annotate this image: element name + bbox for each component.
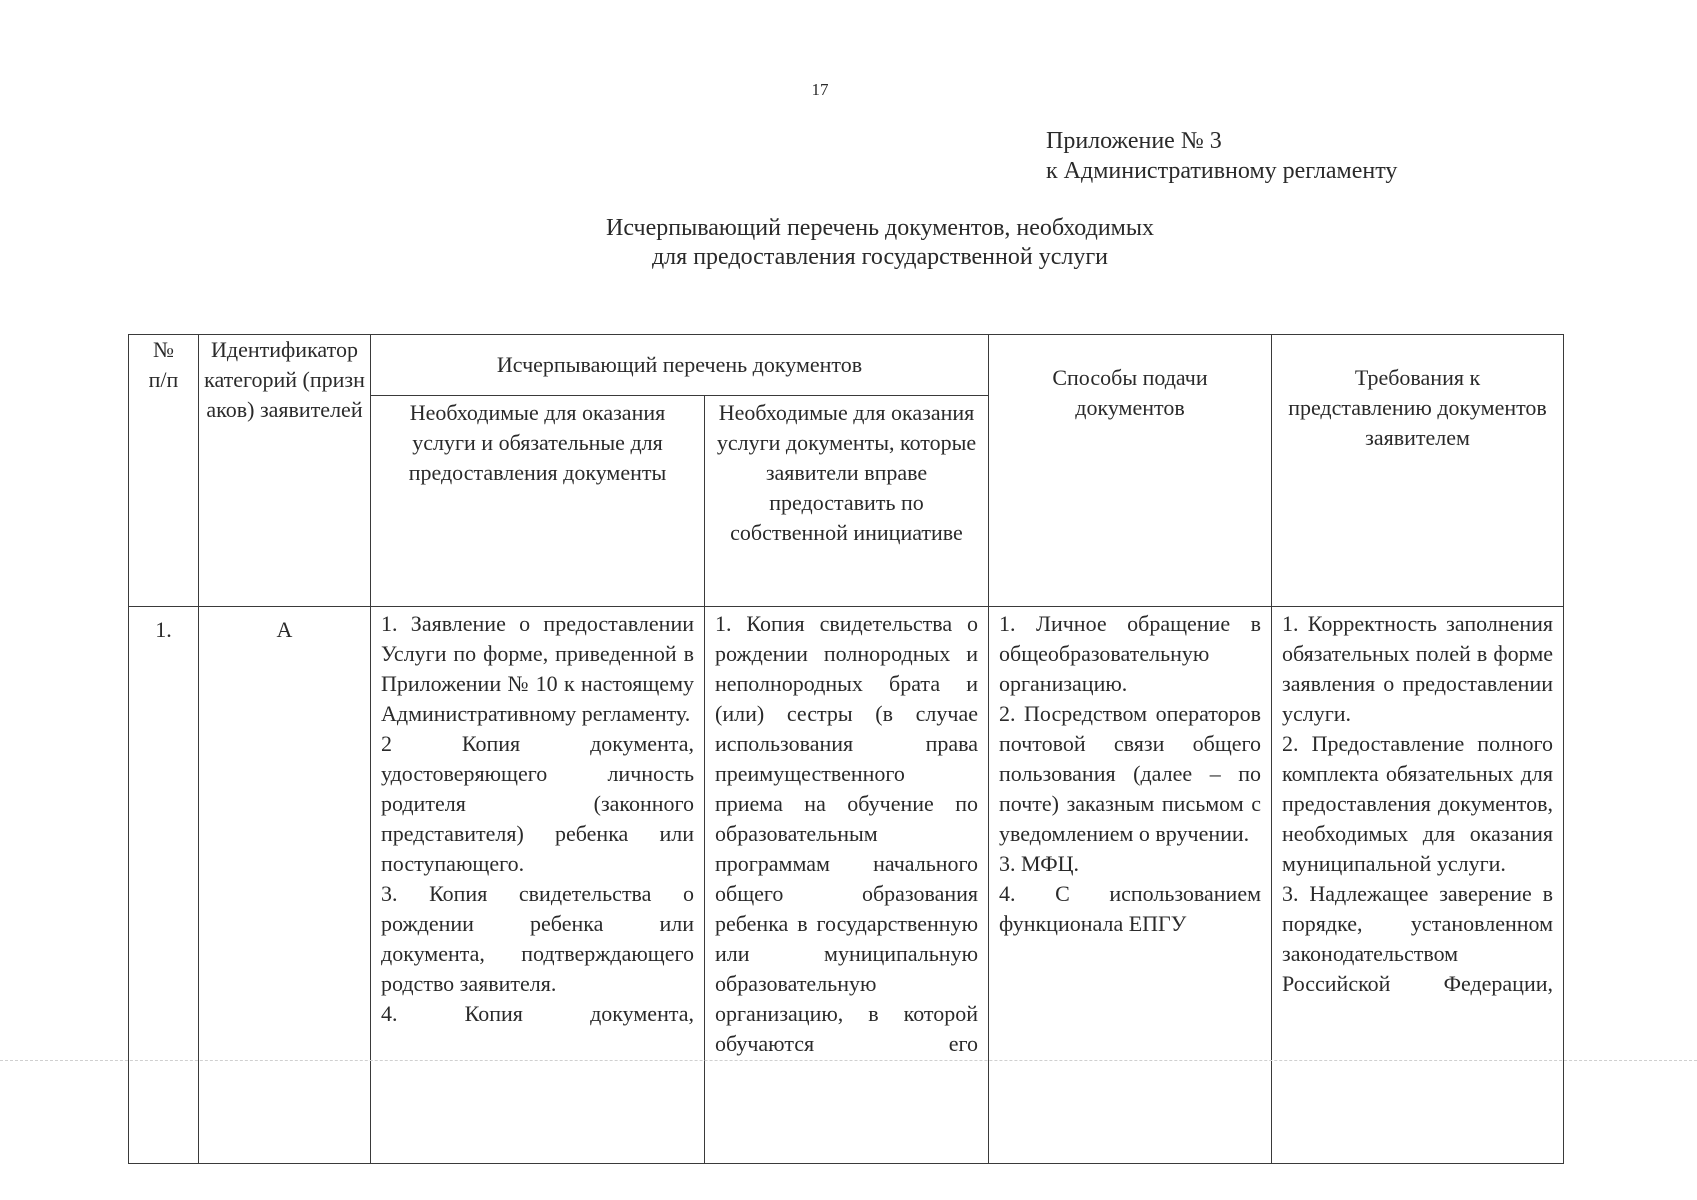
row-requirements: [1272, 607, 1564, 1164]
header-documents-group: Исчерпывающий перечень документов: [371, 335, 989, 396]
header-submission-methods: Способы подачи документов: [989, 335, 1272, 607]
row-identifier: А: [199, 607, 371, 1164]
list-item: 1. Корректность заполнения обязательных полей в форме заявления о предоставлении услуги.: [1282, 611, 1554, 726]
appendix-line-2: к Административному регламенту: [1046, 158, 1398, 184]
row-optional-documents: [705, 607, 989, 1164]
document-title: [330, 214, 1430, 272]
row-number: 1.: [129, 607, 199, 1164]
header-number: [129, 335, 199, 607]
document-title-line-1: Исчерпывающий перечень документов, необходимых: [606, 215, 1154, 241]
list-item: 4. Копия документа,: [381, 1001, 694, 1026]
page-number: 17: [811, 80, 829, 99]
header-required-documents: Необходимые для оказания услуги и обязательные для предоставления документы: [371, 396, 705, 607]
appendix-note: [1046, 126, 1397, 186]
list-item: 3. Копия свидетельства о рождении ребенка или документа, подтверждающего родство заявителя.: [381, 881, 694, 996]
list-item: 4. С использованием функционала ЕПГУ: [999, 881, 1262, 936]
table-row: [129, 607, 1564, 1164]
list-item: 1. Заявление о предоставлении Услуги по форме, приведенной в Приложении № 10 к настоящему Административному регламенту.: [381, 611, 694, 726]
list-item: 1. Копия свидетельства о рождении полнородных и неполнородных брата и (или) сестры (в случае использования права преимущественного приема на обучение по образовательным программам начального общего образования ребенка в государственную или муниципальную образовательную организацию, в которой обучаются его: [715, 611, 979, 1056]
header-optional-documents: Необходимые для оказания услуги документы, которые заявители вправе предоставить по собственной инициативе: [705, 396, 989, 607]
header-requirements: Требования к представлению документов заявителем: [1272, 335, 1564, 607]
row-submission-methods: [989, 607, 1272, 1164]
list-item: 3. Надлежащее заверение в порядке, установленном законодательством Российской Федерации,: [1282, 881, 1554, 996]
header-number-line-1: №: [153, 337, 174, 362]
appendix-line-1: Приложение № 3: [1046, 128, 1222, 154]
table-header-row: [129, 335, 1564, 396]
list-item: 2. Посредством операторов почтовой связи общего пользования (далее – по почте) заказным письмом с уведомлением о вручении.: [999, 701, 1262, 846]
row-required-documents: [371, 607, 705, 1164]
header-number-line-2: п/п: [148, 367, 179, 392]
documents-table: [128, 334, 1564, 1164]
list-item: 2 Копия документа, удостоверяющего личность родителя (законного представителя) ребенка или поступающего.: [381, 731, 694, 876]
document-title-line-2: для предоставления государственной услуги: [651, 244, 1109, 270]
list-item: 1. Личное обращение в общеобразовательную организацию.: [999, 611, 1262, 696]
list-item: 3. МФЦ.: [999, 851, 1080, 876]
header-identifier: Идентификатор категорий (признаков) заявителей: [199, 335, 371, 607]
scan-artifact-line: [0, 1060, 1697, 1061]
list-item: 2. Предоставление полного комплекта обязательных для предоставления документов, необходимых для оказания муниципальной услуги.: [1282, 731, 1554, 876]
